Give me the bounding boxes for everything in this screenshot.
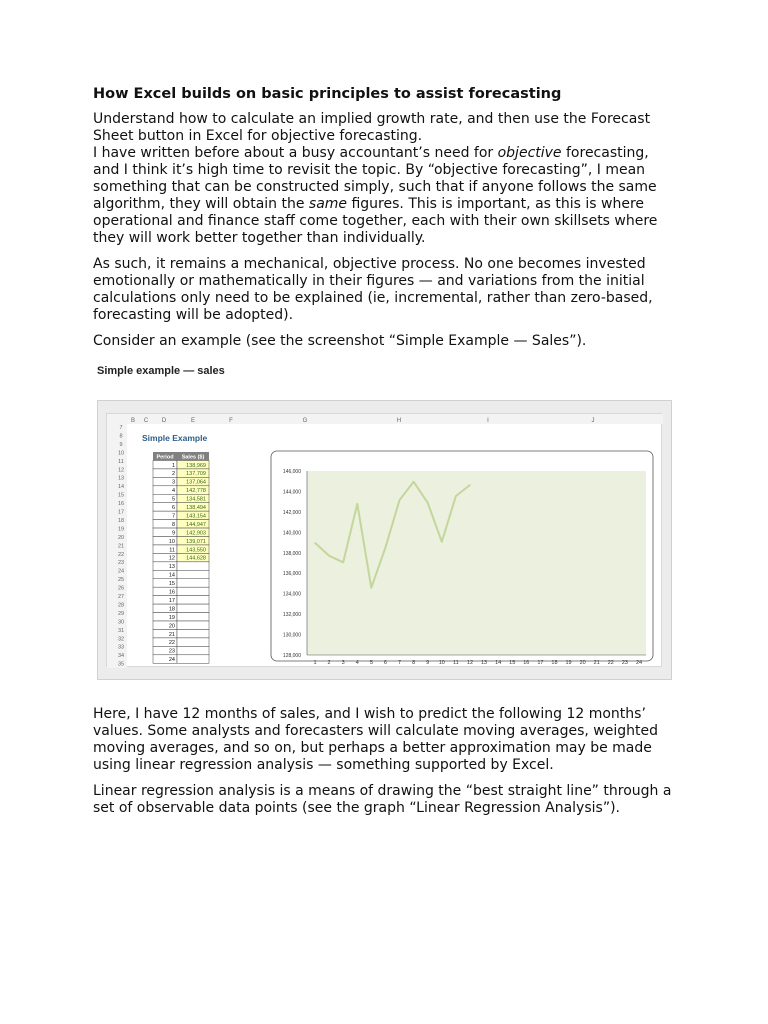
row-number: 19 — [117, 526, 125, 533]
y-tick-label: 136,000 — [282, 571, 301, 578]
period-value: 6 — [171, 505, 175, 511]
row-number: 22 — [117, 551, 125, 558]
paragraph-linear-regression: Linear regression analysis is a means of drawing the “best straight line” through a set of observable data points (see the graph “Linear Regression Analysis”). — [93, 783, 672, 816]
article-continued — [93, 706, 673, 817]
row-number: 21 — [117, 543, 125, 550]
sales-value: 142,778 — [186, 488, 206, 495]
sheet-title: Simple Example — [142, 433, 208, 443]
period-value: 20 — [168, 623, 175, 630]
sales-cell — [177, 579, 209, 587]
period-value: 14 — [168, 572, 175, 579]
period-value: 12 — [168, 555, 175, 562]
sales-cell — [177, 638, 209, 646]
period-value: 11 — [169, 547, 175, 554]
sales-line-chart — [271, 451, 653, 666]
x-tick-label: 1 — [313, 660, 317, 666]
sales-value: 143,154 — [186, 513, 206, 520]
column-letter: D — [161, 418, 167, 424]
period-value: 18 — [168, 606, 175, 613]
spreadsheet-grid — [106, 413, 662, 667]
spreadsheet-screenshot — [97, 400, 672, 680]
sales-cell — [177, 655, 209, 663]
period-value: 13 — [168, 564, 175, 571]
x-tick-label: 18 — [551, 660, 558, 666]
column-letter: C — [143, 418, 149, 424]
x-tick-label: 3 — [341, 660, 345, 666]
period-value: 16 — [168, 589, 175, 596]
y-tick-label: 134,000 — [282, 591, 301, 598]
y-tick-label: 140,000 — [282, 530, 301, 537]
row-number: 17 — [117, 509, 125, 516]
sales-value: 142,903 — [186, 530, 206, 537]
period-value: 15 — [168, 581, 175, 588]
row-number: 32 — [117, 636, 125, 643]
data-point — [342, 562, 344, 564]
data-point — [469, 484, 471, 486]
column-letter: E — [190, 418, 196, 424]
period-value: 21 — [168, 631, 175, 638]
column-letter: B — [130, 418, 136, 424]
period-value: 23 — [168, 648, 175, 655]
x-tick-label: 8 — [412, 660, 416, 666]
x-tick-label: 5 — [369, 660, 373, 666]
sales-value: 134,581 — [186, 496, 206, 503]
period-value: 17 — [168, 597, 175, 604]
x-tick-label: 4 — [355, 660, 359, 666]
data-point — [413, 481, 415, 483]
period-value: 9 — [171, 530, 175, 537]
x-tick-label: 12 — [466, 660, 474, 666]
sales-value: 138,969 — [186, 462, 206, 469]
x-tick-label: 13 — [480, 660, 488, 666]
column-letter: H — [396, 418, 402, 424]
data-point — [441, 541, 443, 543]
x-tick-label: 15 — [509, 660, 516, 666]
y-tick-label: 130,000 — [282, 632, 301, 639]
header-sales: Sales ($) — [181, 454, 205, 461]
row-number: 24 — [117, 568, 125, 575]
period-value: 5 — [171, 496, 175, 503]
emphasis-same: same — [308, 196, 348, 212]
article — [93, 86, 673, 350]
sales-value: 139,071 — [186, 538, 206, 545]
x-tick-label: 16 — [523, 660, 530, 666]
data-point — [371, 587, 373, 589]
row-number: 16 — [117, 501, 125, 508]
row-number: 29 — [117, 610, 125, 617]
period-value: 22 — [168, 640, 175, 647]
x-tick-label: 9 — [426, 660, 430, 666]
y-tick-label: 146,000 — [282, 469, 301, 475]
sales-cell — [177, 646, 209, 654]
row-numbers — [118, 425, 124, 668]
sales-value: 144,947 — [186, 521, 206, 528]
x-tick-label: 6 — [383, 660, 387, 666]
sales-cell — [177, 613, 209, 621]
text-run: forecasting, and I think it’s high time to revisit the topic. By “objective forecasting”, I mean something that can be constructed simply, such that if anyone follows the same algorithm, they will obtain the — [93, 145, 657, 212]
row-number: 28 — [117, 602, 125, 609]
column-letter: J — [591, 418, 595, 424]
period-value: 2 — [171, 471, 175, 478]
sales-cell — [177, 562, 209, 570]
row-number: 12 — [117, 467, 125, 474]
row-number: 14 — [117, 484, 125, 491]
article-title: How Excel builds on basic principles to assist forecasting — [93, 86, 562, 102]
sales-cell — [177, 629, 209, 637]
sales-value: 138,494 — [186, 505, 206, 511]
text-run: figures. This is important, as this is where operational and finance staff come together, each with their own skillsets where they will work better together than individually. — [93, 196, 658, 246]
sales-value: 137,064 — [186, 479, 206, 486]
sales-cell — [177, 604, 209, 612]
period-value: 8 — [171, 521, 175, 528]
data-point — [399, 499, 401, 501]
sales-cell — [177, 596, 209, 604]
y-tick-label: 144,000 — [282, 489, 301, 496]
data-point — [314, 542, 316, 544]
row-number: 25 — [117, 577, 125, 584]
spreadsheet-svg — [107, 414, 663, 668]
period-value: 24 — [168, 657, 175, 664]
sales-table — [153, 452, 209, 663]
sales-cell — [177, 621, 209, 629]
sales-value: 137,709 — [186, 471, 206, 478]
row-number: 13 — [117, 475, 125, 482]
data-point — [455, 495, 457, 497]
period-value: 10 — [168, 538, 175, 545]
header-period: Period — [156, 454, 174, 461]
paragraph-twelve-months: Here, I have 12 months of sales, and I wish to predict the following 12 months’ values. Some analysts and forecasters will calculate moving averages, weighted moving averages, and so on, but perhaps a better approximation may be made using linear regression analysis — something supported by Excel. — [93, 706, 658, 773]
data-point — [356, 503, 358, 505]
column-letter: F — [229, 418, 233, 424]
y-tick-label: 142,000 — [282, 509, 301, 516]
x-tick-label: 24 — [635, 660, 643, 666]
paragraph-mechanical-process: As such, it remains a mechanical, objective process. No one becomes invested emotionally or mathematically in their figures — and variations from the initial calculations only need to be explained (ie, incremental, rather than zero-based, forecasting will be adopted). — [93, 256, 653, 323]
period-value: 7 — [171, 513, 175, 520]
data-point — [427, 502, 429, 504]
sales-value: 144,628 — [186, 555, 206, 562]
y-tick-label: 138,000 — [282, 550, 301, 557]
y-tick-label: 132,000 — [282, 612, 301, 619]
row-number: 9 — [119, 441, 123, 448]
x-tick-label: 2 — [327, 660, 331, 666]
row-number: 34 — [117, 653, 125, 660]
x-tick-label: 10 — [438, 660, 445, 666]
period-value: 4 — [171, 488, 175, 495]
row-number: 18 — [117, 517, 125, 524]
y-tick-label: 128,000 — [282, 653, 301, 659]
x-tick-label: 21 — [593, 660, 600, 666]
row-number: 31 — [117, 627, 125, 634]
x-tick-label: 17 — [537, 660, 544, 666]
period-value: 19 — [168, 614, 175, 621]
x-tick-label: 11 — [453, 660, 459, 666]
row-number: 7 — [119, 425, 123, 431]
x-tick-label: 19 — [565, 660, 572, 666]
row-number: 30 — [117, 619, 125, 626]
paragraph-consider-example: Consider an example (see the screenshot “Simple Example — Sales”). — [93, 333, 587, 349]
figure-caption: Simple example — sales — [97, 365, 225, 377]
x-tick-label: 23 — [621, 660, 628, 666]
x-tick-label: 7 — [397, 660, 402, 666]
text-run: I have written before about a busy accountant’s need for — [93, 145, 498, 161]
data-point — [385, 547, 387, 549]
x-tick-label: 14 — [495, 660, 502, 666]
row-number: 33 — [117, 644, 125, 651]
paragraph-objective-forecasting — [93, 145, 673, 247]
row-number: 15 — [117, 492, 125, 499]
data-point — [328, 555, 330, 557]
x-tick-label: 20 — [579, 660, 586, 666]
row-number: 26 — [117, 585, 125, 592]
column-letter: I — [487, 418, 489, 424]
column-letter: G — [302, 418, 308, 424]
row-number: 20 — [117, 534, 125, 541]
period-value: 3 — [171, 479, 175, 486]
row-number: 10 — [117, 450, 125, 457]
plot-area — [307, 471, 646, 655]
period-value: 1 — [171, 462, 175, 469]
emphasis-objective: objective — [497, 145, 562, 161]
intro-paragraph: Understand how to calculate an implied growth rate, and then use the Forecast Sheet button in Excel for objective forecasting. — [93, 111, 651, 144]
sales-cell — [177, 587, 209, 595]
row-number: 23 — [117, 560, 125, 567]
row-number: 8 — [119, 433, 123, 440]
x-tick-label: 22 — [607, 660, 614, 666]
row-number: 27 — [117, 594, 125, 600]
sales-cell — [177, 570, 209, 578]
row-number: 11 — [118, 458, 124, 465]
row-number: 35 — [117, 661, 125, 668]
sales-value: 143,550 — [186, 547, 206, 554]
